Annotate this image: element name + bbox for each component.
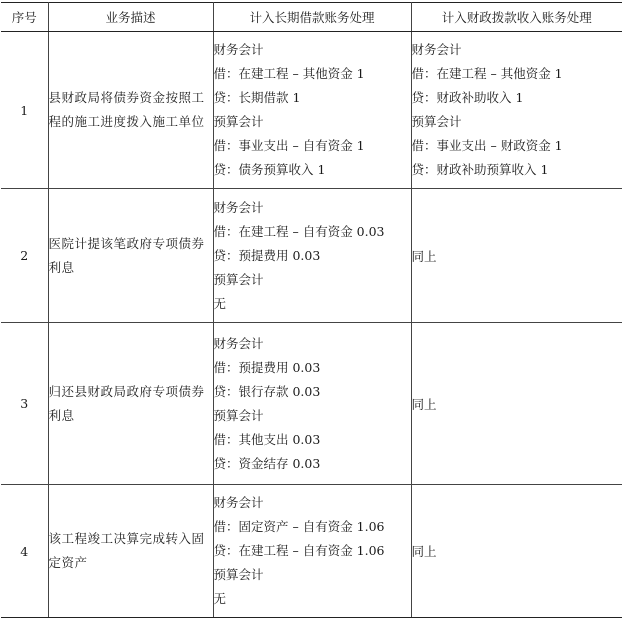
fiscal-revenue-same-as-above: 同上 — [411, 485, 622, 618]
entry-line: 借：在建工程 – 其他资金 1 — [411, 66, 563, 81]
entry-line: 贷：资金结存 0.03 — [213, 455, 321, 471]
row-description: 县财政局将债券资金按照工程的施工进度拨入施工单位 — [48, 32, 213, 189]
entry-line: 财务会计 — [213, 495, 264, 510]
row-number: 4 — [1, 485, 48, 618]
entry-line: 借：在建工程 – 其他资金 1 — [213, 66, 365, 81]
entry-line: 预算会计 — [213, 271, 264, 287]
fiscal-revenue-entries — [411, 32, 622, 189]
table-row — [1, 323, 622, 485]
fiscal-revenue-same-as-above: 同上 — [411, 323, 622, 485]
entry-line: 借：其他支出 0.03 — [213, 431, 321, 447]
entry-line: 借：预提费用 0.03 — [213, 359, 321, 375]
entry-line: 预算会计 — [411, 114, 462, 129]
entry-line: 借：在建工程 – 自有资金 0.03 — [213, 223, 385, 239]
row-description: 医院计提该笔政府专项债券利息 — [48, 189, 213, 323]
long-term-loan-entries — [213, 323, 411, 485]
row-number: 2 — [1, 189, 48, 323]
header-row — [1, 3, 622, 32]
header-long-term-loan-treatment: 计入长期借款账务处理 — [213, 3, 411, 32]
entry-line: 贷：在建工程 – 自有资金 1.06 — [213, 543, 385, 558]
entry-line: 贷：预提费用 0.03 — [213, 247, 321, 263]
row-description: 该工程竣工决算完成转入固定资产 — [48, 485, 213, 618]
entry-line: 财务会计 — [213, 199, 264, 215]
entry-line: 贷：长期借款 1 — [213, 90, 301, 105]
table-row — [1, 32, 622, 189]
entry-line: 借：事业支出 – 财政资金 1 — [411, 138, 563, 153]
fiscal-revenue-same-as-above: 同上 — [411, 189, 622, 323]
entry-line: 财务会计 — [411, 42, 462, 57]
row-number: 1 — [1, 32, 48, 189]
entry-line: 贷：财政补助预算收入 1 — [411, 162, 549, 177]
long-term-loan-entries — [213, 485, 411, 618]
header-business-description: 业务描述 — [48, 3, 213, 32]
entry-line: 贷：财政补助收入 1 — [411, 90, 524, 105]
entry-line: 贷：债务预算收入 1 — [213, 162, 326, 177]
long-term-loan-entries — [213, 189, 411, 323]
accounting-table — [1, 2, 622, 618]
entry-line: 贷：银行存款 0.03 — [213, 383, 321, 399]
header-fiscal-revenue-treatment: 计入财政拨款收入账务处理 — [411, 3, 622, 32]
entry-line: 财务会计 — [213, 335, 264, 351]
entry-line: 借：事业支出 – 自有资金 1 — [213, 138, 365, 153]
header-serial-number: 序号 — [1, 3, 48, 32]
entry-line: 无 — [213, 295, 227, 311]
table-row — [1, 189, 622, 323]
entry-line: 财务会计 — [213, 42, 264, 57]
long-term-loan-entries — [213, 32, 411, 189]
row-number: 3 — [1, 323, 48, 485]
row-description: 归还县财政局政府专项债券利息 — [48, 323, 213, 485]
entry-line: 无 — [213, 591, 227, 606]
table-row — [1, 485, 622, 618]
entry-line: 借：固定资产 – 自有资金 1.06 — [213, 519, 385, 534]
entry-line: 预算会计 — [213, 114, 264, 129]
entry-line: 预算会计 — [213, 567, 264, 582]
entry-line: 预算会计 — [213, 407, 264, 423]
